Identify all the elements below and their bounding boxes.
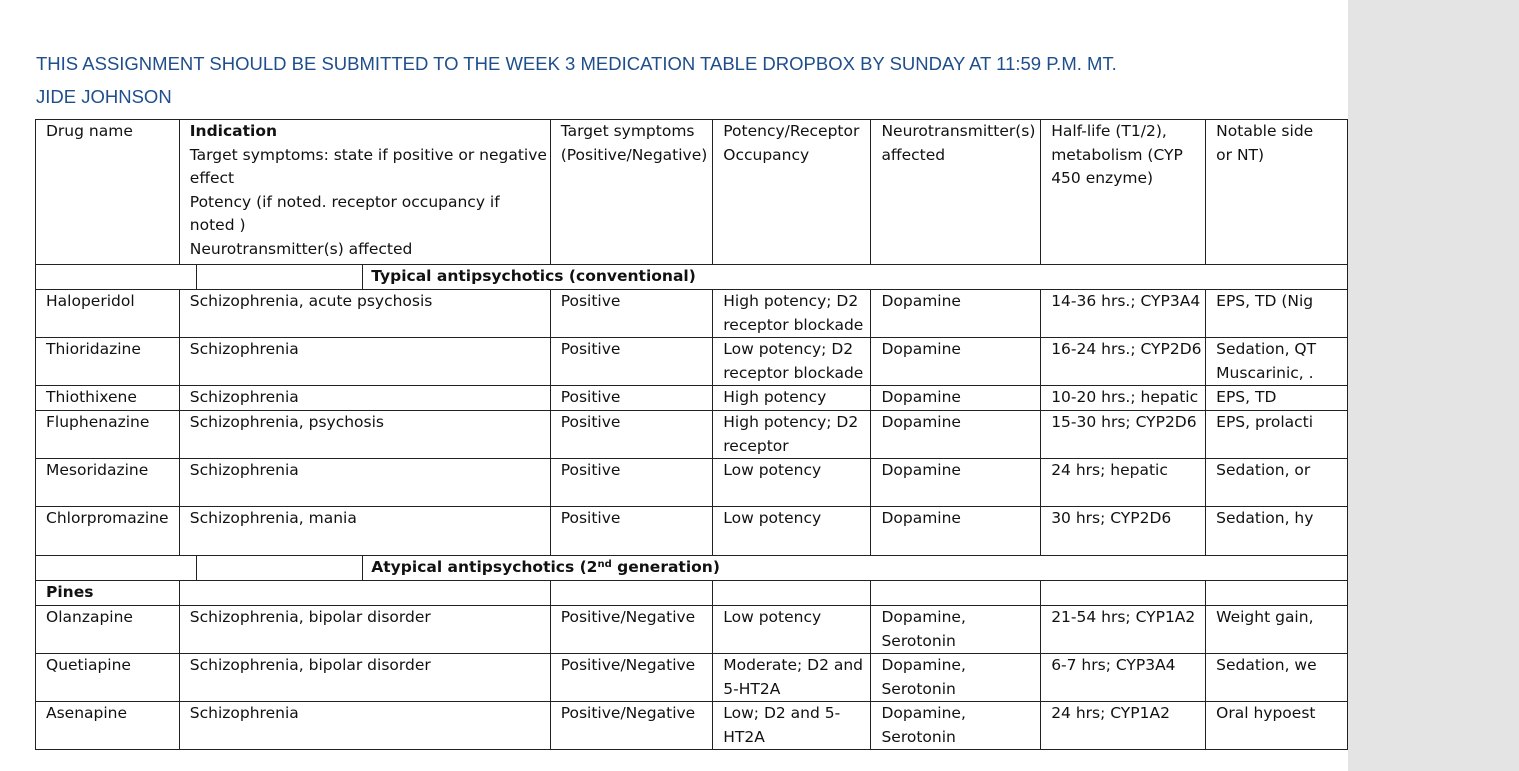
indication-line: effect (189, 169, 235, 187)
target-symptoms-cell-text: Positive/Negative (560, 704, 696, 722)
drug-name-cell (36, 290, 180, 338)
target-symptoms-cell (550, 507, 713, 556)
drug-name-cell-text: Fluphenazine (46, 413, 150, 431)
target-symptoms-cell-text: Positive/Negative (560, 608, 696, 626)
neurotransmitter-cell (871, 411, 1041, 459)
table-row (36, 290, 1348, 338)
typical-rows (36, 290, 1348, 556)
neurotransmitter-cell-line: Serotonin (881, 679, 956, 698)
side-effects-cell (1206, 386, 1348, 411)
neurotransmitter-cell (871, 606, 1041, 654)
neurotransmitter-cell-line: Serotonin (881, 727, 956, 746)
side-effects-cell-line: EPS, TD (1216, 388, 1277, 406)
half-life-cell (1041, 290, 1206, 338)
medication-table (35, 119, 1348, 750)
potency-cell (713, 654, 871, 702)
assignment-note: THIS ASSIGNMENT SHOULD BE SUBMITTED TO THE WEEK 3 MEDICATION TABLE DROPBOX BY SUNDAY AT 11:59 P.M. MT. (36, 53, 1117, 74)
indication-cell (179, 606, 550, 654)
drug-name-cell-text: Thiothixene (46, 388, 137, 406)
potency-cell-line: Low potency (723, 608, 822, 626)
side-effects-cell (1206, 459, 1348, 507)
window-gutter (1348, 0, 1519, 771)
table-row (36, 654, 1348, 702)
neurotransmitter-cell-line: Dopamine (881, 388, 961, 406)
potency-cell-line: receptor (723, 436, 789, 455)
section-title-text: Typical antipsychotics (conventional) (371, 267, 696, 285)
neurotransmitter-cell (871, 654, 1041, 702)
side-effects-cell (1206, 606, 1348, 654)
side-effects-cell-line: EPS, TD (Nig (1216, 292, 1314, 310)
indication-cell-text: Schizophrenia, bipolar disorder (189, 608, 431, 626)
header-target-symptoms (550, 120, 713, 265)
potency-cell-line: 5-HT2A (723, 679, 781, 698)
empty-cell (1206, 581, 1348, 606)
half-life-cell (1041, 411, 1206, 459)
header-text-line: or NT) (1216, 145, 1265, 164)
target-symptoms-cell (550, 606, 713, 654)
section-row-atypical (36, 556, 1348, 581)
drug-name-cell (36, 459, 180, 507)
table-row (36, 459, 1348, 507)
indication-cell (179, 411, 550, 459)
indication-cell-text: Schizophrenia, mania (189, 509, 357, 527)
side-effects-cell-line: Weight gain, (1216, 608, 1314, 626)
neurotransmitter-cell (871, 702, 1041, 750)
drug-name-cell-text: Chlorpromazine (46, 509, 169, 527)
indication-cell (179, 702, 550, 750)
side-effects-cell-line: Sedation, or (1216, 461, 1311, 479)
potency-cell (713, 411, 871, 459)
table-row (36, 338, 1348, 386)
drug-name-cell-text: Olanzapine (46, 608, 133, 626)
table-row (36, 411, 1348, 459)
indication-line: Neurotransmitter(s) affected (189, 239, 413, 258)
drug-name-cell (36, 507, 180, 556)
potency-cell (713, 386, 871, 411)
side-effects-cell-line: EPS, prolacti (1216, 413, 1314, 431)
half-life-cell (1041, 654, 1206, 702)
subgroup-label (36, 581, 180, 606)
side-effects-cell (1206, 507, 1348, 556)
subgroup-label-text: Pines (46, 583, 94, 601)
header-drug-name (36, 120, 180, 265)
side-effects-cell-line: Sedation, hy (1216, 509, 1314, 527)
neurotransmitter-cell (871, 290, 1041, 338)
author-name: JIDE JOHNSON (36, 86, 172, 107)
indication-cell-text: Schizophrenia (189, 461, 299, 479)
target-symptoms-cell-text: Positive (560, 461, 621, 479)
section-blank-cell (36, 556, 197, 581)
atypical-rows (36, 606, 1348, 750)
neurotransmitter-cell-line: Dopamine (881, 413, 961, 431)
side-effects-cell (1206, 338, 1348, 386)
potency-cell (713, 290, 871, 338)
neurotransmitter-cell (871, 386, 1041, 411)
header-row (36, 120, 1348, 265)
indication-cell (179, 338, 550, 386)
header-text-line: Occupancy (723, 145, 810, 164)
drug-name-cell (36, 411, 180, 459)
potency-cell-line: HT2A (723, 727, 765, 746)
indication-line: Potency (if noted. receptor occupancy if (189, 192, 500, 211)
half-life-cell (1041, 702, 1206, 750)
target-symptoms-cell (550, 702, 713, 750)
table-row (36, 507, 1348, 556)
header-text-line: Neurotransmitter(s) (881, 122, 1036, 140)
header-text-line: affected (881, 145, 946, 164)
indication-cell (179, 459, 550, 507)
potency-cell-line: Low potency (723, 461, 822, 479)
indication-cell (179, 386, 550, 411)
section-row-typical (36, 265, 1348, 290)
section-blank-cell (36, 265, 197, 290)
neurotransmitter-cell-line: Dopamine, (881, 704, 966, 722)
header-drug-name-text: Drug name (46, 122, 133, 140)
neurotransmitter-cell (871, 338, 1041, 386)
header-indication (179, 120, 550, 265)
empty-cell (550, 581, 713, 606)
indication-line: noted ) (189, 216, 246, 234)
half-life-cell (1041, 606, 1206, 654)
side-effects-cell (1206, 290, 1348, 338)
empty-cell (179, 581, 550, 606)
drug-name-cell (36, 386, 180, 411)
neurotransmitter-cell (871, 459, 1041, 507)
potency-cell-line: High potency; D2 (723, 292, 859, 310)
neurotransmitter-cell-line: Dopamine, (881, 656, 966, 674)
half-life-cell-text: 10-20 hrs.; hepatic (1051, 388, 1199, 406)
section-blank-cell (196, 265, 363, 290)
potency-cell (713, 338, 871, 386)
potency-cell (713, 459, 871, 507)
table-row (36, 606, 1348, 654)
header-text-line: 450 enzyme) (1051, 169, 1154, 187)
side-effects-cell (1206, 654, 1348, 702)
potency-cell-line: High potency (723, 388, 827, 406)
half-life-cell-text: 14-36 hrs.; CYP3A4 (1051, 292, 1201, 310)
header-text-line: (Positive/Negative) (560, 145, 708, 164)
header-text-line: Target symptoms (560, 122, 695, 140)
indication-cell-text: Schizophrenia (189, 388, 299, 406)
neurotransmitter-cell-line: Dopamine (881, 292, 961, 310)
indication-cell-text: Schizophrenia (189, 340, 299, 358)
drug-name-cell (36, 606, 180, 654)
side-effects-cell-line: Sedation, we (1216, 656, 1317, 674)
indication-cell-text: Schizophrenia, bipolar disorder (189, 656, 431, 674)
half-life-cell (1041, 386, 1206, 411)
empty-cell (871, 581, 1041, 606)
half-life-cell-text: 30 hrs; CYP2D6 (1051, 509, 1172, 527)
potency-cell-line: Low potency; D2 (723, 340, 854, 358)
section-title-superscript: nd (597, 559, 612, 570)
indication-cell-text: Schizophrenia (189, 704, 299, 722)
potency-cell-line: receptor blockade (723, 315, 864, 334)
indication-cell-text: Schizophrenia, acute psychosis (189, 292, 433, 310)
half-life-cell-text: 24 hrs; hepatic (1051, 461, 1168, 479)
empty-cell (1041, 581, 1206, 606)
target-symptoms-cell (550, 338, 713, 386)
potency-cell-line: High potency; D2 (723, 413, 859, 431)
table-row (36, 386, 1348, 411)
potency-cell (713, 507, 871, 556)
target-symptoms-cell (550, 386, 713, 411)
half-life-cell-text: 15-30 hrs; CYP2D6 (1051, 413, 1197, 431)
drug-name-cell-text: Thioridazine (46, 340, 141, 358)
header-text-line: metabolism (CYP (1051, 145, 1183, 164)
half-life-cell-text: 6-7 hrs; CYP3A4 (1051, 656, 1176, 674)
drug-name-cell (36, 702, 180, 750)
drug-name-cell-text: Quetiapine (46, 656, 131, 674)
header-text-line: Notable side (1216, 122, 1314, 140)
target-symptoms-cell (550, 411, 713, 459)
half-life-cell (1041, 338, 1206, 386)
potency-cell (713, 702, 871, 750)
side-effects-cell-line: Oral hypoest (1216, 704, 1316, 722)
header-text-line: Potency/Receptor (723, 122, 860, 140)
half-life-cell-text: 16-24 hrs.; CYP2D6 (1051, 340, 1202, 358)
header-potency (713, 120, 871, 265)
target-symptoms-cell-text: Positive (560, 340, 621, 358)
drug-name-cell (36, 338, 180, 386)
target-symptoms-cell-text: Positive/Negative (560, 656, 696, 674)
section-blank-cell (196, 556, 363, 581)
neurotransmitter-cell (871, 507, 1041, 556)
indication-title: Indication (189, 122, 278, 140)
potency-cell-line: Low potency (723, 509, 822, 527)
target-symptoms-cell-text: Positive (560, 292, 621, 310)
section-title-typical (363, 265, 1348, 290)
drug-name-cell-text: Asenapine (46, 704, 128, 722)
indication-cell (179, 290, 550, 338)
target-symptoms-cell (550, 459, 713, 507)
target-symptoms-cell-text: Positive (560, 509, 621, 527)
header-text-line: Half-life (T1/2), (1051, 122, 1167, 140)
indication-cell (179, 507, 550, 556)
potency-cell-line: Moderate; D2 and (723, 656, 864, 674)
drug-name-cell (36, 654, 180, 702)
empty-cell (713, 581, 871, 606)
side-effects-cell (1206, 411, 1348, 459)
half-life-cell (1041, 459, 1206, 507)
target-symptoms-cell (550, 290, 713, 338)
half-life-cell-text: 21-54 hrs; CYP1A2 (1051, 608, 1196, 626)
half-life-cell (1041, 507, 1206, 556)
drug-name-cell-text: Haloperidol (46, 292, 135, 310)
table-row (36, 702, 1348, 750)
header-side-effects (1206, 120, 1348, 265)
neurotransmitter-cell-line: Serotonin (881, 631, 956, 650)
indication-cell (179, 654, 550, 702)
potency-cell-line: Low; D2 and 5- (723, 704, 841, 722)
indication-cell-text: Schizophrenia, psychosis (189, 413, 384, 431)
half-life-cell-text: 24 hrs; CYP1A2 (1051, 704, 1170, 722)
subgroup-row-pines (36, 581, 1348, 606)
drug-name-cell-text: Mesoridazine (46, 461, 149, 479)
neurotransmitter-cell-line: Dopamine (881, 509, 961, 527)
side-effects-cell-line: Muscarinic, . (1216, 363, 1314, 382)
target-symptoms-cell-text: Positive (560, 388, 621, 406)
target-symptoms-cell-text: Positive (560, 413, 621, 431)
header-half-life (1041, 120, 1206, 265)
target-symptoms-cell (550, 654, 713, 702)
neurotransmitter-cell-line: Dopamine, (881, 608, 966, 626)
indication-line: Target symptoms: state if positive or negative (189, 145, 547, 164)
neurotransmitter-cell-line: Dopamine (881, 461, 961, 479)
side-effects-cell (1206, 702, 1348, 750)
section-title-atypical (363, 556, 1348, 581)
section-title-text: Atypical antipsychotics (2 (371, 558, 598, 576)
potency-cell (713, 606, 871, 654)
side-effects-cell-line: Sedation, QT (1216, 340, 1317, 358)
header-neurotransmitters (871, 120, 1041, 265)
neurotransmitter-cell-line: Dopamine (881, 340, 961, 358)
section-title-text: generation) (611, 558, 720, 576)
potency-cell-line: receptor blockade (723, 363, 864, 382)
